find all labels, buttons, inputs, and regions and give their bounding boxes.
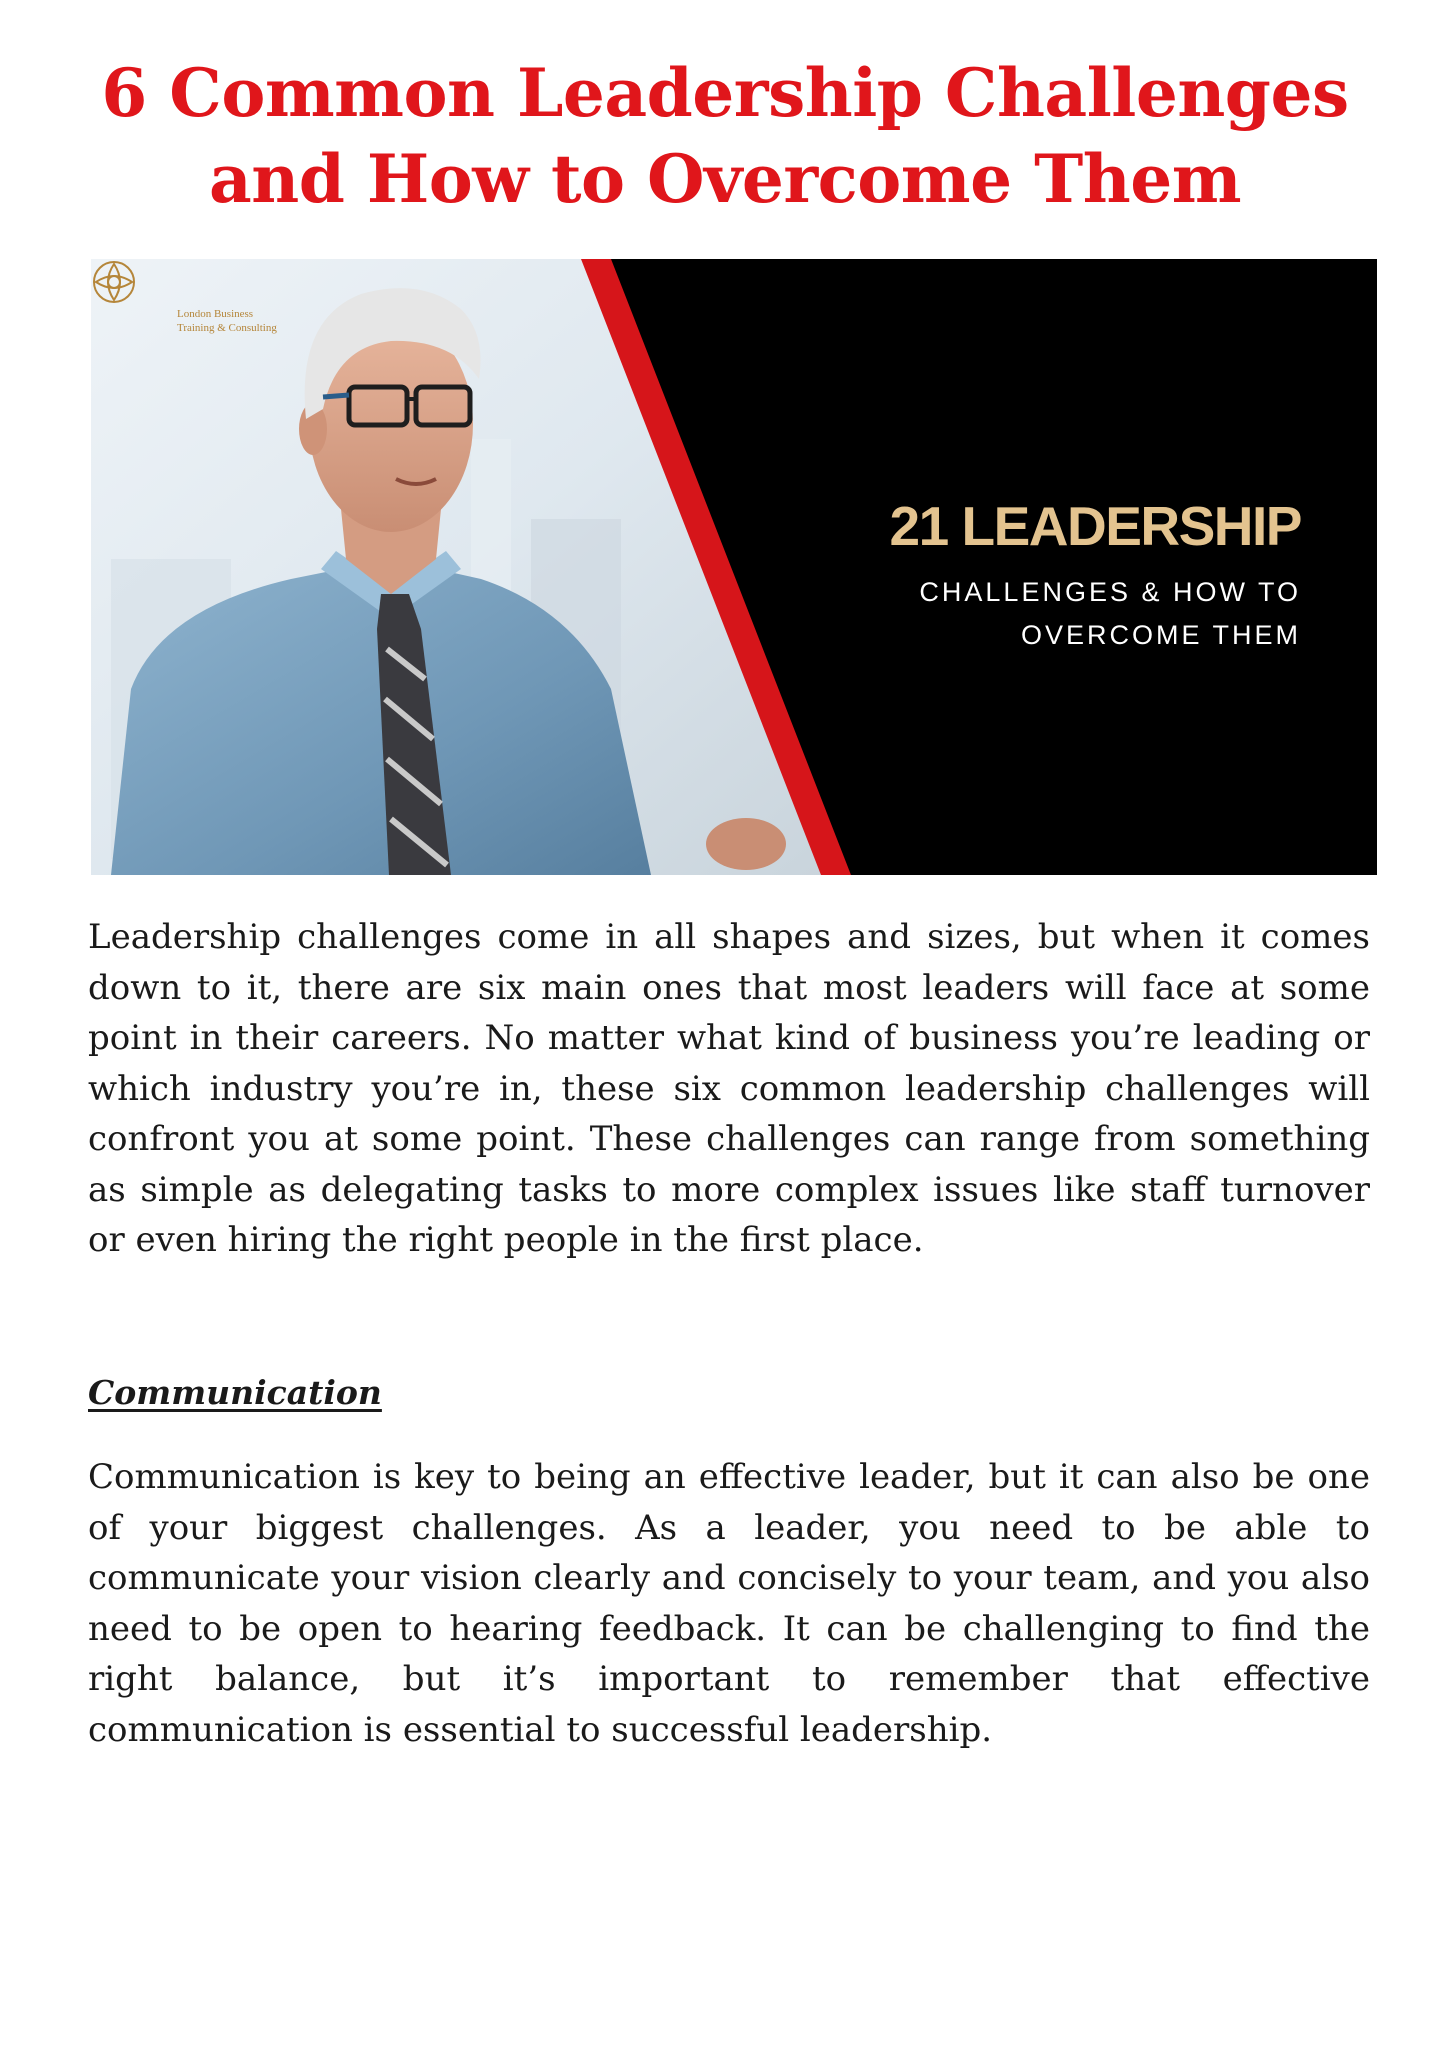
banner-headline [890, 495, 1301, 657]
title-line-1: 6 Common Leadership Challenges [101, 54, 1349, 132]
brand-line-2: Training & Consulting [177, 322, 277, 334]
banner-subline-1: CHALLENGES & HOW TO [919, 577, 1301, 607]
person-hand [706, 818, 786, 870]
page-title [60, 50, 1390, 222]
intro-paragraph: Leadership challenges come in all shapes and sizes, but when it comes down to it, there are six main ones that most leaders will face at some point in their careers. No matter what kind of business you’re leading or which industry you’re in, these six common leadership challenges will confront you at some point. These challenges can range from something as simple as delegating tasks to more complex issues like staff turnover or even hiring the right people in the first place. [88, 917, 1370, 1260]
section-heading-communication: Communication [88, 1373, 382, 1412]
banner-subline-2: OVERCOME THEM [1020, 620, 1301, 650]
hero-banner-image [91, 259, 1377, 875]
brand-line-1: London Business [177, 308, 254, 320]
banner-headline-main: 21 LEADERSHIP [889, 495, 1301, 557]
glasses-arm [323, 395, 349, 397]
celtic-knot-icon [91, 259, 137, 305]
brand-name [177, 307, 277, 335]
title-line-2: and How to Overcome Them [208, 140, 1242, 218]
communication-paragraph: Communication is key to being an effective leader, but it can also be one of your biggest challenges. As a leader, you need to be able to communicate your vision clearly and concisely to your team, and you also need to be open to hearing feedback. It can be challenging to find the right balance, but it’s important to remember that effective communication is essential to successful leadership. [88, 1457, 1370, 1750]
banner-subheadline [890, 571, 1301, 657]
